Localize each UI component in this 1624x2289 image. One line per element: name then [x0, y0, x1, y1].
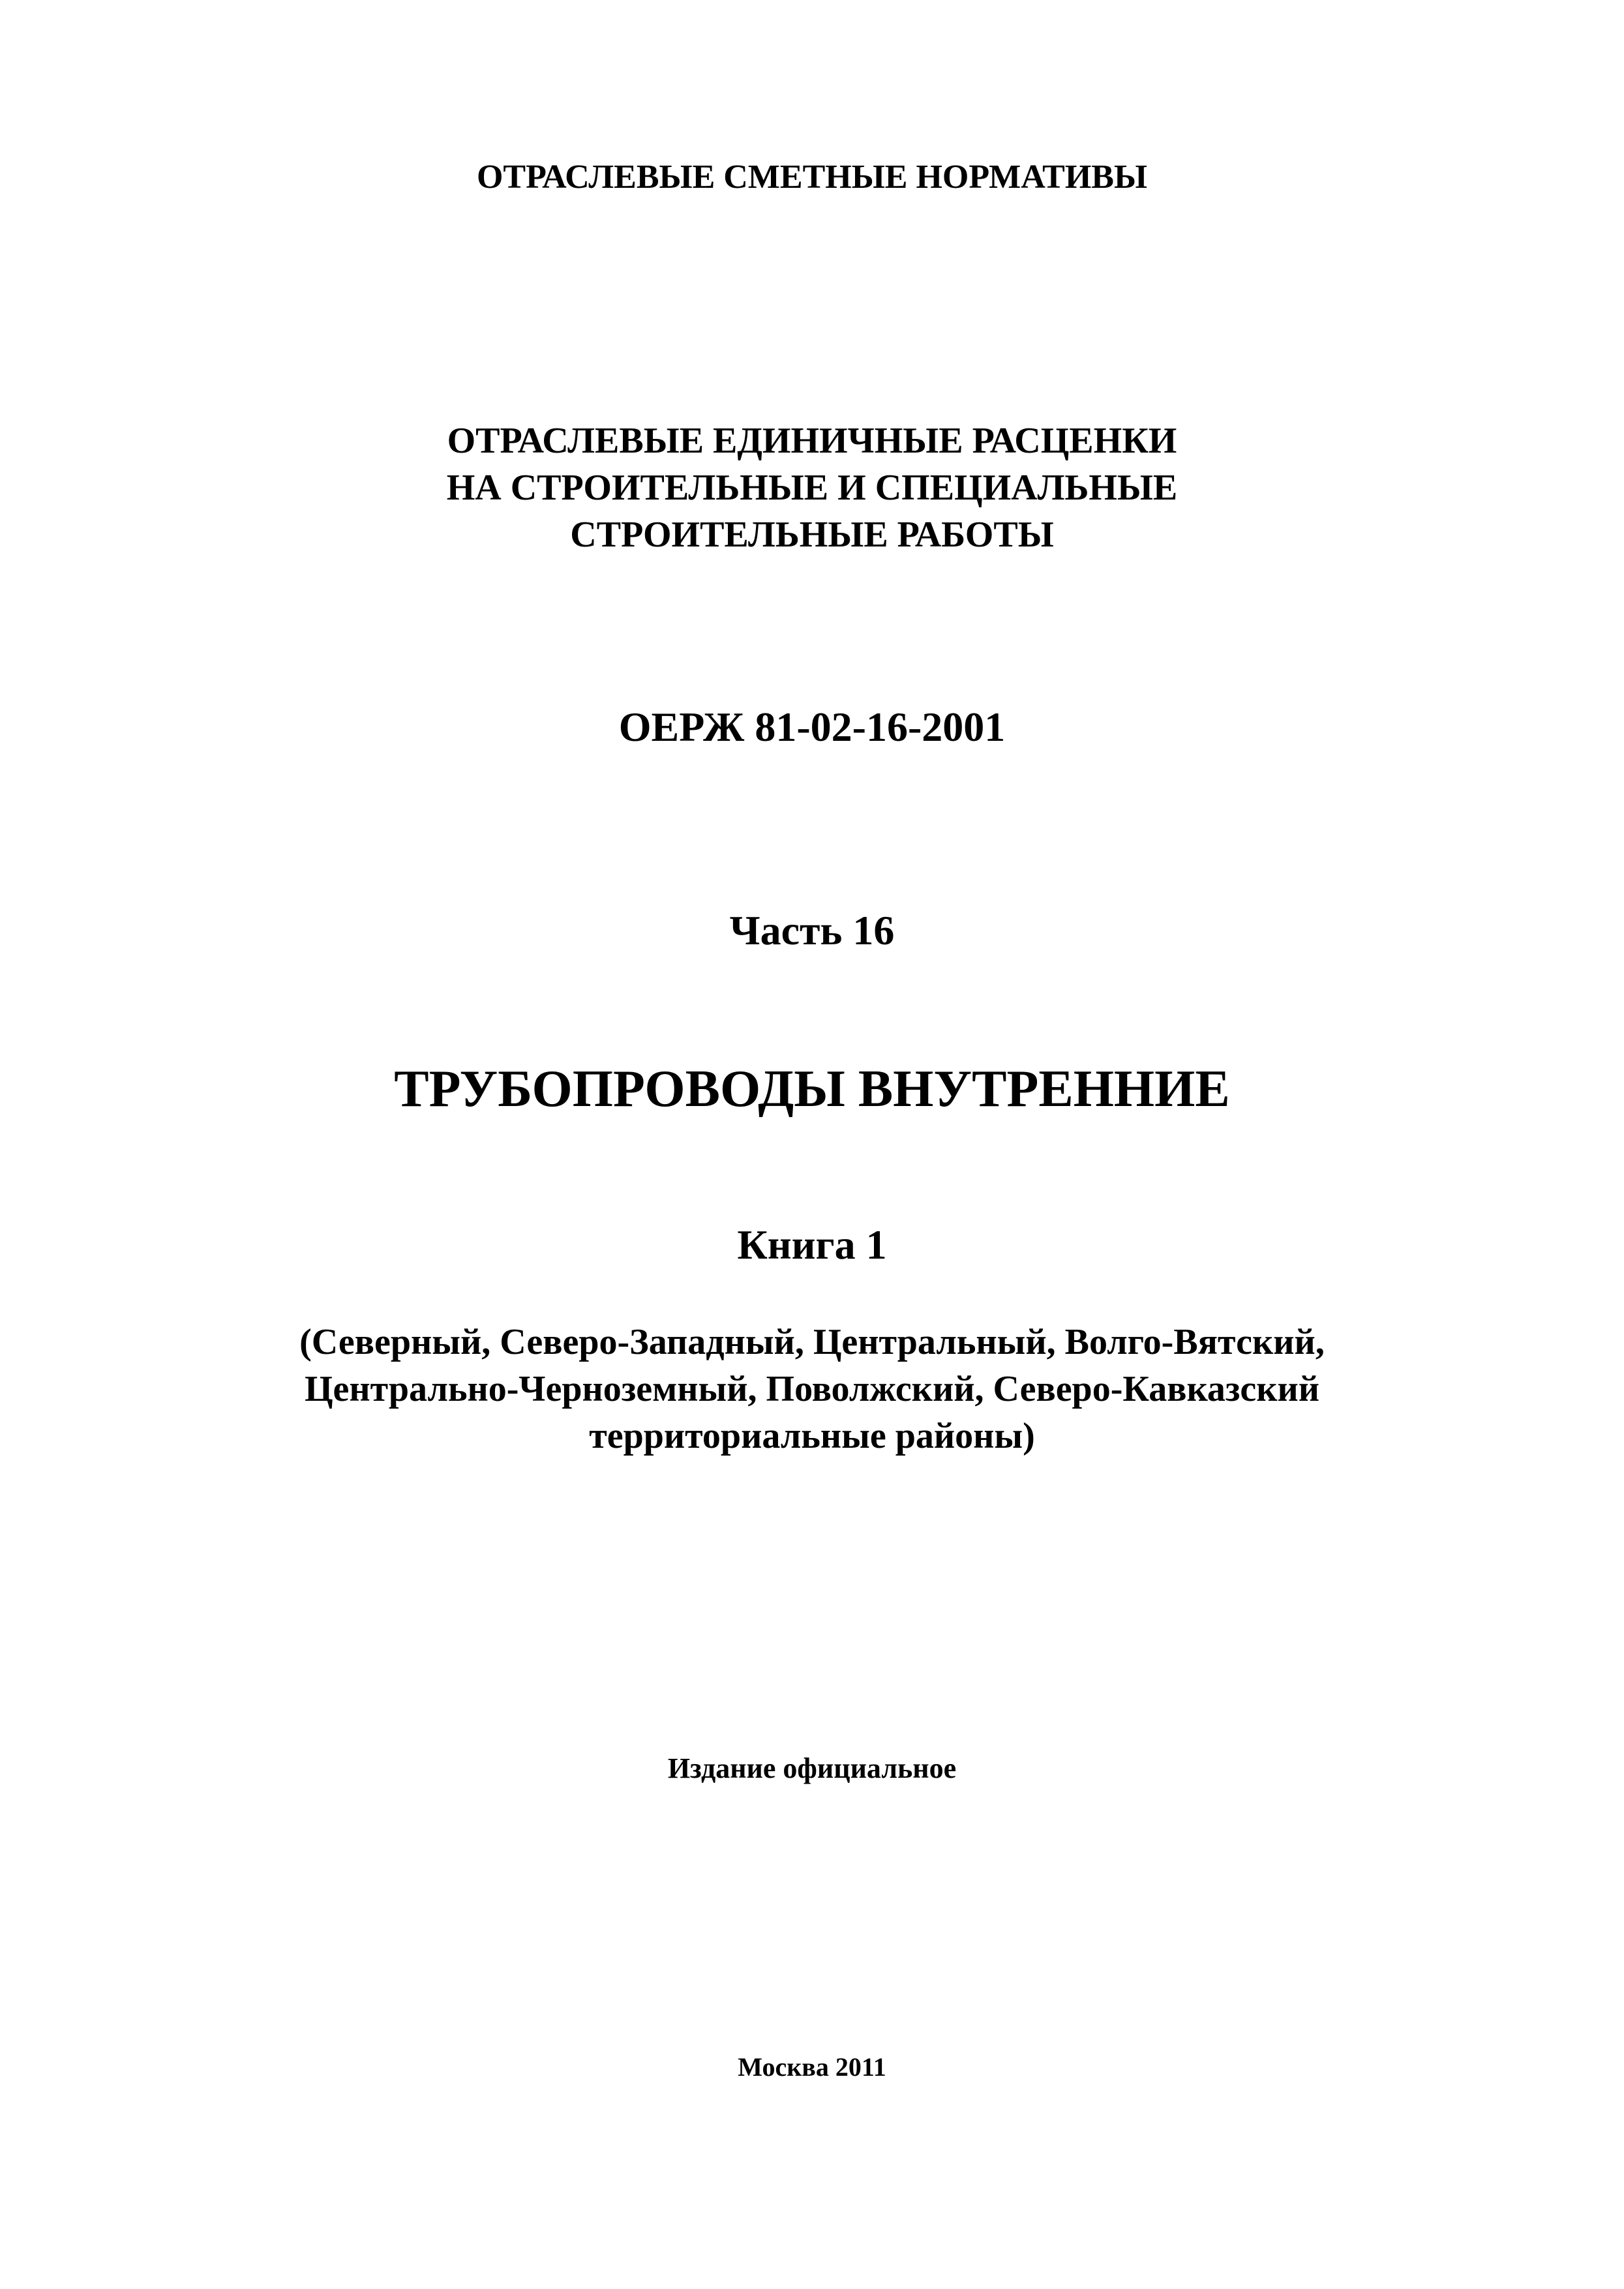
part-label: Часть 16	[729, 907, 895, 953]
subject-title: ТРУБОПРОВОДЫ ВНУТРЕННИЕ	[394, 1060, 1230, 1118]
imprint: Москва 2011	[738, 2052, 886, 2082]
edition-note: Издание официальное	[667, 1752, 957, 1784]
regions-line: (Северный, Северо-Западный, Центральный, Волго-Вятский,	[299, 1322, 1325, 1362]
collection-title-line: СТРОИТЕЛЬНЫЕ РАБОТЫ	[570, 515, 1054, 555]
collection-title	[0, 417, 1624, 558]
series-title: ОТРАСЛЕВЫЕ СМЕТНЫЕ НОРМАТИВЫ	[476, 158, 1148, 196]
regions-line: территориальные районы)	[589, 1416, 1035, 1456]
book-label: Книга 1	[737, 1221, 887, 1268]
collection-title-line: ОТРАСЛЕВЫЕ ЕДИНИЧНЫЕ РАСЦЕНКИ	[447, 421, 1177, 461]
document-code: ОЕРЖ 81-02-16-2001	[618, 704, 1006, 750]
regions-list	[0, 1319, 1624, 1459]
regions-line: Центрально-Черноземный, Поволжский, Северо-Кавказский	[304, 1369, 1320, 1409]
collection-title-line: НА СТРОИТЕЛЬНЫЕ И СПЕЦИАЛЬНЫЕ	[446, 468, 1178, 508]
